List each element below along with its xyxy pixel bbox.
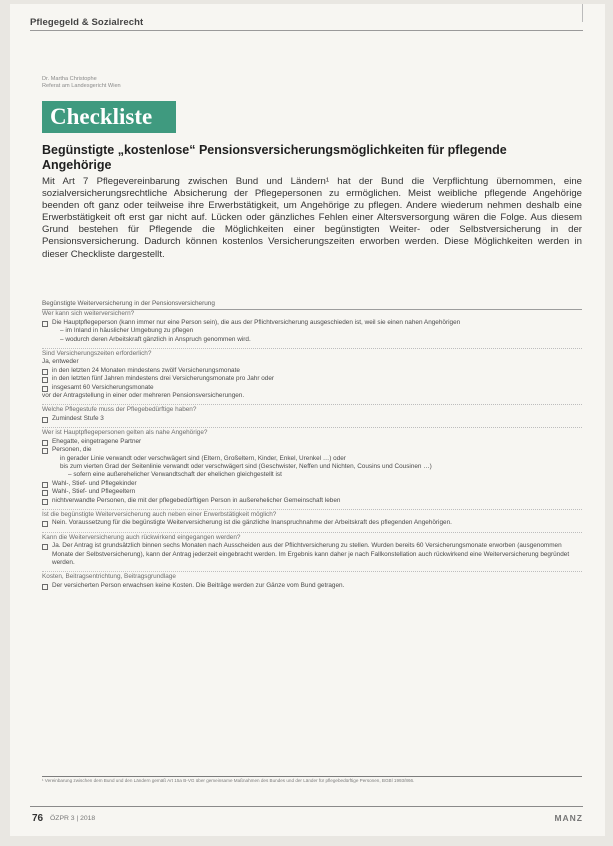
checklist-item: Ehegatte, eingetragene Partner [42, 438, 582, 446]
checkbox-icon [42, 499, 48, 505]
journal-issue: ÖZPR 3 | 2018 [50, 815, 96, 822]
question-heading: Ist die begünstigte Weiterversicherung auch neben einer Erwerbstätigkeit möglich? [42, 509, 582, 519]
header-rubric: Pflegegeld & Sozialrecht [30, 17, 144, 28]
text-line: vor der Antragstellung in einer oder mehreren Pensionsversicherungen. [42, 392, 245, 400]
checklist-content [42, 300, 582, 590]
checklist-item: in den letzten 24 Monaten mindestens zwölf Versicherungsmonate [42, 367, 582, 375]
checkbox-icon [42, 490, 48, 496]
checkbox-icon [42, 377, 48, 383]
intro-paragraph: Mit Art 7 Pflegevereinbarung zwischen Bund und Ländern¹ hat der Bund die Verpflichtung übernommen, eine sozialversicherungsrechtliche Absicherung der Pflegepersonen zu ermöglichen. Meist weibliche pflegende Angehörige beenden oft ganz oder teilweise ihre Erwerbstätigkeit, um Angehörige zu pflegen. Andere wiederum nehmen deshalb eine Erwerbstätigkeit oft erst gar nicht auf. Lücken oder gänzliches Fehlen einer Altersversorgung wären die Folge. Aus diesem Grund bestehen für Pflegende die Möglichkeiten einer begünstigten Weiter- oder Selbstversicherung in der Pensionsversicherung. Dadurch können kostenlos Versicherungszeiten erworben werden. Diese Möglichkeiten werden in dieser Checkliste dargestellt. [42, 176, 582, 260]
checkbox-icon [42, 440, 48, 446]
checklist-item: insgesamt 60 Versicherungsmonate [42, 384, 582, 392]
question-heading: Sind Versicherungszeiten erforderlich? [42, 348, 582, 358]
checklist-item: Personen, die [42, 446, 582, 454]
checkbox-icon [42, 482, 48, 488]
question-heading: Welche Pflegestufe muss der Pflegebedürftige haben? [42, 404, 582, 414]
checkbox-icon [42, 417, 48, 423]
author-block [42, 76, 121, 90]
checkbox-icon [42, 544, 48, 550]
checklist-item: nichtverwandte Personen, die mit der pflegebedürftigen Person in außerehelicher Gemeinschaft leben [42, 497, 582, 505]
checkbox-icon [42, 321, 48, 327]
author-name: Dr. Martha Christophe [42, 76, 97, 82]
question-heading: Kosten, Beitragsentrichtung, Beitragsgrundlage [42, 571, 582, 581]
checklist-banner: Checkliste [42, 101, 176, 133]
checkbox-icon [42, 369, 48, 375]
article-title: Begünstigte „kostenlose“ Pensionsversicherungsmöglichkeiten für pflegende Angehörige [42, 143, 507, 172]
list-subitem: in gerader Linie verwandt oder verschwägert sind (Eltern, Großeltern, Kinder, Enkel, Urenkel …) oder [60, 454, 346, 462]
checklist-item: Ja. Der Antrag ist grundsätzlich binnen sechs Monaten nach Ausscheiden aus der Pflichtversicherung zu stellen. Wurden bereits 60 Versicherungsmonate erworben (ausgenommen Monate der Selbstversicherung), kann der Antrag jederzeit eingebracht werden. Im Ergebnis kann daher je nach Fallkonstellation auch rückwirkend eine Weiterversicherung begründet werden. [42, 542, 582, 567]
checkbox-icon [42, 584, 48, 590]
text-line: Ja, entweder [42, 358, 79, 366]
list-subitem: – im Inland in häuslicher Umgebung zu pflegen [60, 327, 194, 335]
checkbox-icon [42, 521, 48, 527]
checklist-item: Zumindest Stufe 3 [42, 415, 582, 423]
question-heading: Kann die Weiterversicherung auch rückwirkend eingegangen werden? [42, 532, 582, 542]
checkbox-icon [42, 448, 48, 454]
header-divider [582, 4, 583, 22]
footnote: ¹ Vereinbarung zwischen dem Bund und den Ländern gemäß Art 15a B-VG über gemeinsame Maßnahmen des Bundes und der Länder für pflegebedürftige Personen, BGBl 1993/866. [42, 776, 582, 784]
checklist-item: in den letzten fünf Jahren mindestens drei Versicherungsmonate pro Jahr oder [42, 375, 582, 383]
publisher-logo: MANZ [554, 813, 583, 823]
checklist-item: Wahl-, Stief- und Pflegeeltern [42, 488, 582, 496]
section-title: Begünstigte Weiterversicherung in der Pensionsversicherung [42, 300, 582, 310]
question-heading: Wer kann sich weiterversichern? [42, 310, 135, 318]
list-subitem: – wodurch deren Arbeitskraft gänzlich in Anspruch genommen wird. [60, 335, 251, 343]
checklist-item: Nein. Voraussetzung für die begünstigte Weiterversicherung ist die gänzliche Inanspruchnahme der Arbeitskraft des pflegenden Angehörigen. [42, 519, 582, 527]
list-subitem: bis zum vierten Grad der Seitenlinie verwandt oder verschwägert sind (Geschwister, Neffen und Nichten, Cousins und Cousinen …) [60, 462, 432, 470]
checklist-item: Die Hauptpflegeperson (kann immer nur eine Person sein), die aus der Pflichtversicherung ausgeschieden ist, weil sie einen nahen Angehörigen [42, 319, 582, 327]
checkbox-icon [42, 386, 48, 392]
page-number: 76 [32, 813, 44, 824]
document-page [10, 4, 605, 836]
checklist-item: Der versicherten Person erwachsen keine Kosten. Die Beiträge werden zur Gänze vom Bund getragen. [42, 582, 582, 590]
list-subitem: – sofern eine außerehelicher Verwandtschaft der ehelichen gleichgestellt ist [68, 471, 282, 479]
checklist-item: Wahl-, Stief- und Pflegekinder [42, 480, 582, 488]
page-footer [30, 806, 583, 831]
question-heading: Wer ist Hauptpflegepersonen gelten als nahe Angehörige? [42, 427, 582, 437]
page-header [30, 12, 583, 31]
author-affiliation: Referat am Landesgericht Wien [42, 83, 121, 89]
